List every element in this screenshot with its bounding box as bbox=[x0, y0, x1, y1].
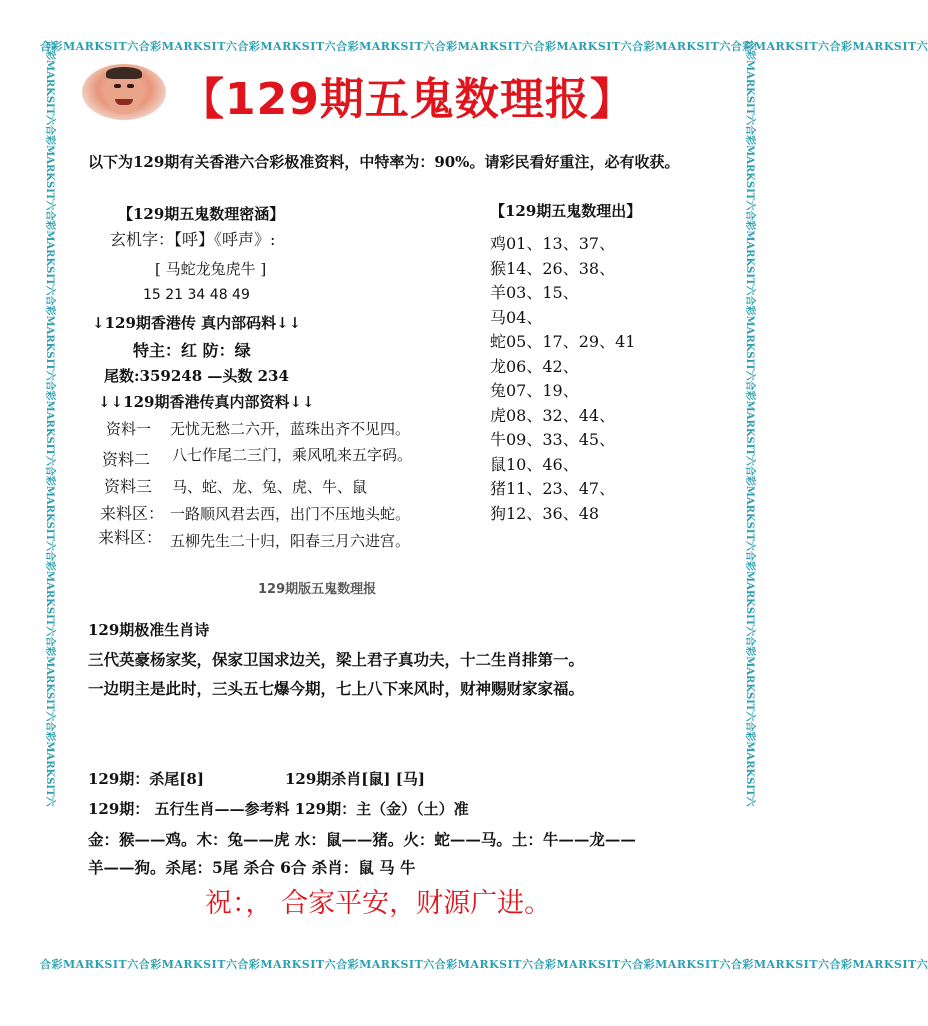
elements-line-2: 羊——狗。杀尾：5尾 杀合 6合 杀肖：鼠 马 牛 bbox=[88, 858, 416, 877]
list-item: 龙06、42、 bbox=[490, 356, 579, 376]
tezhu-line: 特主：红 防：绿 bbox=[133, 341, 251, 360]
data-row-3-label: 资料三 bbox=[104, 477, 153, 496]
list-item: 猴14、26、38、 bbox=[490, 258, 616, 278]
list-item: 羊03、15、 bbox=[490, 283, 579, 302]
page-title: 【129期五鬼数理报】 bbox=[180, 74, 635, 125]
blessing-text: 祝：， 合家平安，财源广进。 bbox=[205, 888, 552, 919]
zodiac-number-list bbox=[490, 232, 635, 526]
list-item: 牛09、33、45、 bbox=[490, 430, 616, 449]
avatar-eye-left bbox=[114, 84, 121, 88]
hk-data-title: ↓↓129期香港传真内部资料↓↓ bbox=[98, 393, 315, 411]
data-row-4-text: 一路顺风君去西，出门不压地头蛇。 bbox=[170, 505, 411, 523]
avatar-eye-right bbox=[127, 84, 134, 88]
data-row-1-label: 资料一 bbox=[106, 420, 152, 438]
data-row-5-label: 来料区： bbox=[98, 528, 163, 547]
avatar-hair bbox=[106, 67, 142, 79]
zodiac-set: [ 马蛇龙兔虎牛 ] bbox=[155, 260, 267, 278]
border-left-text: 合彩MARKSIT六合彩MARKSIT六合彩MARKSIT六合彩MARKSIT六合彩MARKSIT六合彩MARKSIT六合彩MARKSIT六合彩MARKSIT六合彩MARKSIT六 bbox=[44, 40, 55, 807]
data-row-2-label: 资料二 bbox=[102, 450, 151, 469]
kill-zodiac: 129期杀肖[鼠] [马] bbox=[285, 770, 425, 788]
numbers-line: 15 21 34 48 49 bbox=[143, 287, 250, 303]
list-item: 狗12、36、48 bbox=[490, 503, 600, 523]
data-row-4-label: 来料区： bbox=[100, 504, 165, 523]
kill-tail: 129期：杀尾[8] bbox=[88, 770, 204, 788]
list-item: 虎08、32、44、 bbox=[490, 405, 616, 425]
list-item: 蛇05、17、29、41 bbox=[490, 332, 636, 351]
mid-caption: 129期版五鬼数理报 bbox=[258, 582, 377, 597]
list-item: 鼠10、46、 bbox=[490, 454, 579, 474]
left-section-title: 【129期五鬼数理密涵】 bbox=[118, 205, 285, 223]
poem-line-1: 三代英豪杨家奖，保家卫国求边关，梁上君子真功夫，十二生肖排第一。 bbox=[88, 650, 585, 669]
wuxing-line: 129期： 五行生肖——参考料 129期：主（金）（土）准 bbox=[88, 800, 469, 818]
poem-title: 129期极准生肖诗 bbox=[88, 621, 210, 639]
poem-line-2: 一边明主是此时，三头五七爆今期，七上八下来风时，财神赐财家家福。 bbox=[88, 679, 585, 698]
data-row-1-text: 无忧无愁二六开，蓝珠出齐不见四。 bbox=[170, 420, 411, 438]
border-right-text: 合彩MARKSIT六合彩MARKSIT六合彩MARKSIT六合彩MARKSIT六合彩MARKSIT六合彩MARKSIT六合彩MARKSIT六合彩MARKSIT六合彩MARKSIT六 bbox=[744, 40, 755, 807]
border-left-pattern bbox=[42, 40, 56, 970]
list-item: 兔07、19、 bbox=[490, 381, 579, 400]
right-section-title: 【129期五鬼数理出】 bbox=[490, 202, 642, 220]
border-top-pattern: 合彩MARKSIT六合彩MARKSIT六合彩MARKSIT六合彩MARKSIT六合彩MARKSIT六合彩MARKSIT六合彩MARKSIT六合彩MARKSIT六合彩MARKSIT六 bbox=[40, 40, 928, 53]
weishu-line: 尾数:359248 —头数 234 bbox=[104, 367, 289, 385]
data-row-3-text: 马、蛇、龙、兔、虎、牛、鼠 bbox=[172, 478, 368, 496]
border-bottom-pattern: 合彩MARKSIT六合彩MARKSIT六合彩MARKSIT六合彩MARKSIT六合彩MARKSIT六合彩MARKSIT六合彩MARKSIT六合彩MARKSIT六合彩MARKSIT六 bbox=[40, 958, 928, 971]
hk-code-title: ↓129期香港传 真内部码料↓↓ bbox=[92, 314, 302, 332]
intro-text: 以下为129期有关香港六合彩极准资料，中特率为：90%。请彩民看好重注，必有收获。 bbox=[88, 153, 680, 171]
border-right-pattern bbox=[742, 40, 756, 970]
xuanji-text: 玄机字：【呼】《呼声》: bbox=[110, 230, 276, 249]
list-item: 鸡01、13、37、 bbox=[490, 234, 616, 253]
list-item: 马04、 bbox=[490, 307, 543, 327]
list-item: 猪11、23、47、 bbox=[490, 479, 616, 498]
data-row-5-text: 五柳先生二十归，阳春三月六进宫。 bbox=[170, 532, 411, 550]
data-row-2-text: 八七作尾二三门，乘风吼来五字码。 bbox=[172, 446, 413, 464]
avatar bbox=[82, 64, 166, 120]
elements-line-1: 金：猴——鸡。木：兔——虎 水：鼠——猪。火：蛇——马。土：牛——龙—— bbox=[88, 830, 636, 849]
